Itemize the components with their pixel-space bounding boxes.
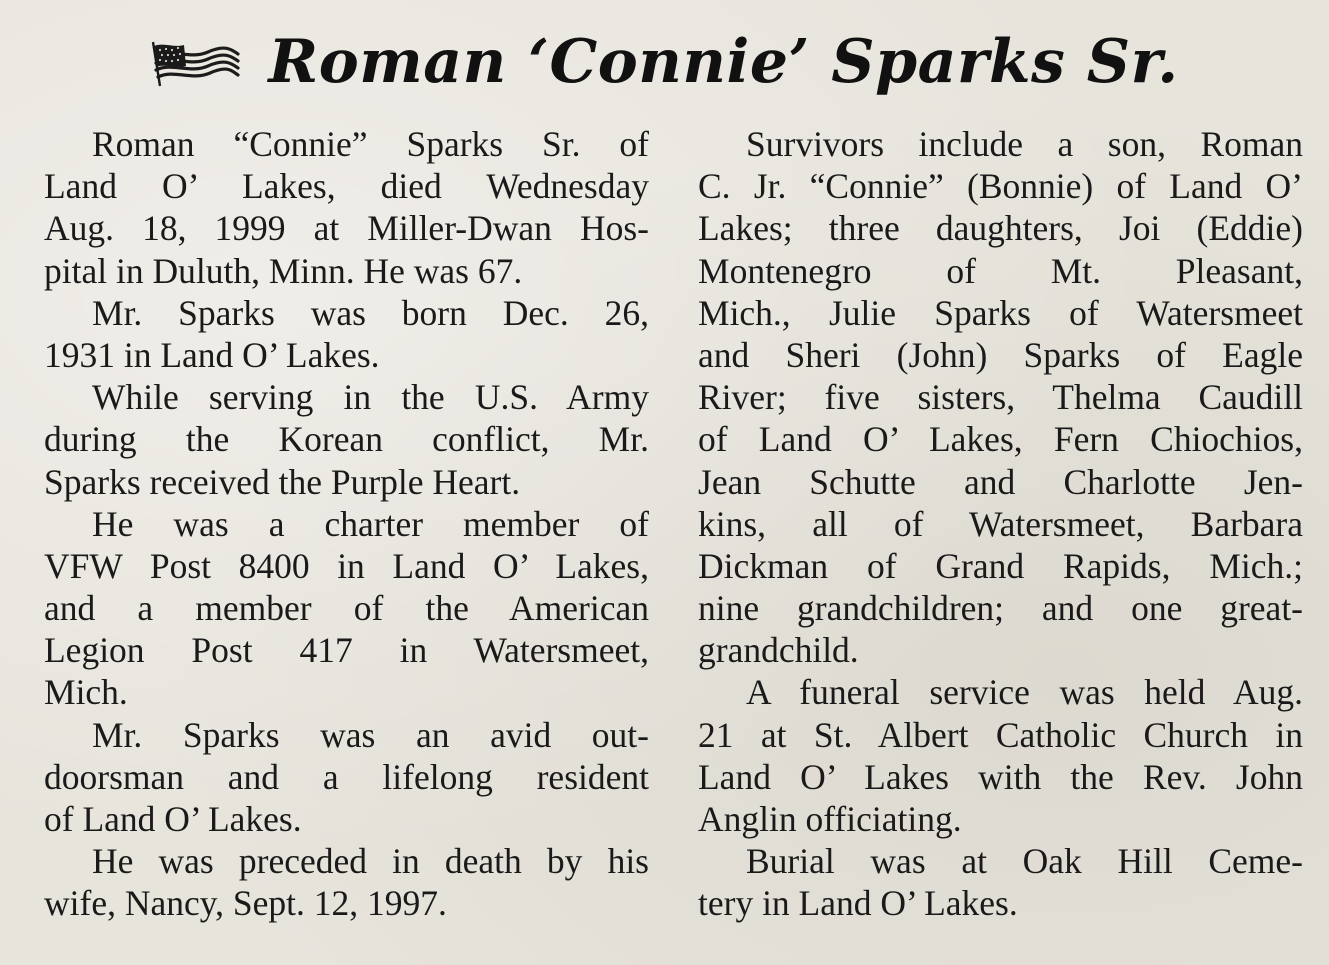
text-line: He was preceded in death by his — [92, 841, 649, 882]
text-line: grandchild. — [698, 630, 859, 671]
left-text-column — [44, 123, 649, 925]
text-line: 1931 in Land O’ Lakes. — [44, 334, 380, 375]
text-line: Land O’ Lakes with the Rev. John — [698, 756, 1303, 797]
text-line: Montenegro of Mt. Pleasant, — [698, 250, 1303, 291]
right-text-column — [698, 123, 1303, 925]
text-line: Mr. Sparks was born Dec. 26, — [92, 292, 649, 333]
text-line: Burial was at Oak Hill Ceme- — [746, 841, 1303, 882]
text-line: doorsman and a lifelong resident — [44, 756, 649, 797]
text-line: A funeral service was held Aug. — [746, 672, 1303, 713]
text-line: wife, Nancy, Sept. 12, 1997. — [44, 883, 447, 924]
text-line: Land O’ Lakes, died Wednesday — [44, 166, 649, 207]
text-line: 21 at St. Albert Catholic Church in — [698, 714, 1303, 755]
text-line: River; five sisters, Thelma Caudill — [698, 377, 1303, 418]
text-line: Lakes; three daughters, Joi (Eddie) — [698, 208, 1303, 249]
text-line: While serving in the U.S. Army — [92, 377, 649, 418]
text-line: Jean Schutte and Charlotte Jen- — [698, 461, 1303, 502]
text-line: Survivors include a son, Roman — [746, 124, 1303, 164]
text-line: during the Korean conflict, Mr. — [44, 419, 649, 460]
text-line: Sparks received the Purple Heart. — [44, 461, 521, 502]
text-line: Anglin officiating. — [698, 799, 962, 839]
text-line: Mich. — [44, 672, 128, 713]
text-line: C. Jr. “Connie” (Bonnie) of Land O’ — [698, 166, 1303, 207]
text-line: Aug. 18, 1999 at Miller-Dwan Hos- — [44, 208, 649, 249]
text-line: Mr. Sparks was an avid out- — [92, 714, 649, 755]
text-line: Dickman of Grand Rapids, Mich.; — [698, 545, 1303, 586]
text-line: Roman “Connie” Sparks Sr. of — [92, 124, 649, 164]
text-line: VFW Post 8400 in Land O’ Lakes, — [44, 545, 649, 586]
text-line: of Land O’ Lakes, Fern Chiochios, — [698, 419, 1303, 460]
text-line: tery in Land O’ Lakes. — [698, 883, 1018, 924]
text-line: pital in Duluth, Minn. He was 67. — [44, 250, 523, 291]
text-line: Legion Post 417 in Watersmeet, — [44, 630, 649, 671]
text-line: He was a charter member of — [92, 503, 649, 544]
text-line: kins, all of Watersmeet, Barbara — [698, 503, 1303, 544]
obituary-headline — [0, 22, 1329, 102]
headline-title: Roman ‘Connie’ Sparks Sr. — [268, 27, 1179, 97]
text-line: of Land O’ Lakes. — [44, 799, 302, 839]
text-line: and a member of the American — [44, 588, 649, 629]
american-flag-icon — [150, 36, 242, 88]
text-line: and Sheri (John) Sparks of Eagle — [698, 334, 1303, 375]
text-line: nine grandchildren; and one great- — [698, 588, 1303, 629]
text-line: Mich., Julie Sparks of Watersmeet — [698, 292, 1303, 333]
